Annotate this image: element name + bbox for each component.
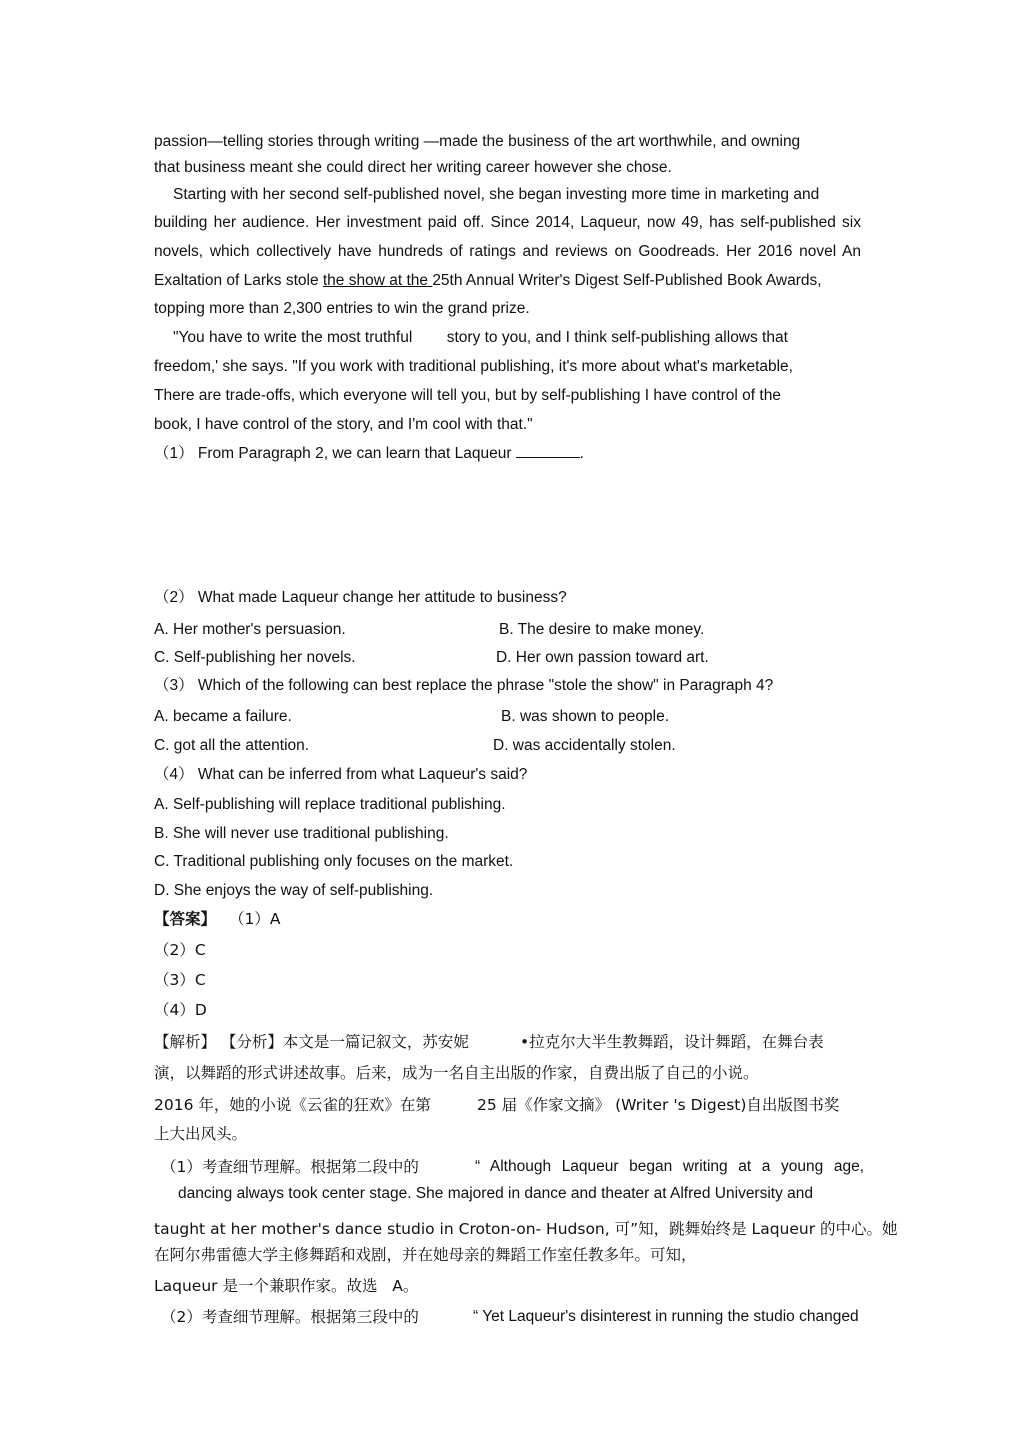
passage-line: book, I have control of the story, and I'm cool with that." (154, 416, 533, 433)
question-text: （1） From Paragraph 2, we can learn that Laqueur (154, 445, 512, 462)
question-1 (154, 443, 584, 464)
analysis-line: 【解析】 【分析】本文是一篇记叙文，苏安妮 (154, 1033, 469, 1051)
option-d: D. Her own passion toward art. (496, 649, 709, 666)
option-d: D. She enjoys the way of self-publishing. (154, 882, 434, 899)
analysis-line: “ Yet Laqueur's disinterest in running the studio changed (473, 1308, 859, 1325)
passage-line: topping more than 2,300 entries to win the grand prize. (154, 300, 530, 317)
option-c: C. Self-publishing her novels. (154, 649, 356, 666)
passage-line: freedom,' she says. "If you work with traditional publishing, it's more about what's marketable, (154, 358, 793, 375)
analysis-line: dancing always took center stage. She majored in dance and theater at Alfred University and (178, 1185, 814, 1202)
answer-1: （1）A (228, 910, 281, 928)
analysis-line: 上大出风头。 (154, 1125, 248, 1143)
answer-4: （4）D (154, 1001, 207, 1019)
analysis-line: taught at her mother's dance studio in Croton-on- Hudson, 可”知，跳舞始终是 Laqueur 的中心。她 (154, 1220, 898, 1238)
passage-line: that business meant she could direct her writing career however she chose. (154, 159, 672, 176)
option-b: B. was shown to people. (501, 708, 670, 725)
option-a: A. Her mother's persuasion. (154, 621, 346, 638)
answer-3: （3）C (154, 971, 206, 989)
passage-line (154, 271, 822, 291)
answers-label: 【答案】 (154, 910, 217, 928)
option-d: D. was accidentally stolen. (493, 737, 676, 754)
analysis-line: 演，以舞蹈的形式讲述故事。后来，成为一名自主出版的作家，自费出版了自己的小说。 (154, 1064, 759, 1082)
option-a: A. Self-publishing will replace traditional publishing. (154, 796, 506, 813)
question-end: . (579, 445, 584, 462)
analysis-line: 2016 年，她的小说《云雀的狂欢》在第 (154, 1096, 431, 1114)
option-c: C. Traditional publishing only focuses on the market. (154, 853, 514, 870)
analysis-line: （1）考查细节理解。根据第二段中的 (161, 1158, 419, 1176)
question-3: （3） Which of the following can best replace the phrase "stole the show" in Paragraph 4? (154, 677, 774, 694)
passage-text: Exaltation of Larks stole (154, 272, 323, 289)
underlined-phrase: the show at the (322, 272, 433, 289)
answer-2: （2）C (154, 941, 206, 959)
answers-line (154, 909, 280, 929)
analysis-line: 在阿尔弗雷德大学主修舞蹈和戏剧，并在她母亲的舞蹈工作室任教多年。可知， (154, 1246, 697, 1264)
analysis-line: 25 届《作家文摘》 (Writer 's Digest)自出版图书奖 (477, 1096, 840, 1114)
question-4: （4） What can be inferred from what Laqueur's said? (154, 766, 528, 783)
passage-line: building her audience. Her investment paid off. Since 2014, Laqueur, now 49, has self-published six (154, 214, 861, 231)
option-a: A. became a failure. (154, 708, 292, 725)
passage-line: Starting with her second self-published novel, she began investing more time in marketing and (173, 186, 820, 203)
passage-line: novels, which collectively have hundreds of ratings and reviews on Goodreads. Her 2016 novel An (154, 243, 861, 260)
answer-blank (516, 443, 580, 458)
option-c: C. got all the attention. (154, 737, 310, 754)
analysis-line: “ Although Laqueur began writing at a young age, (475, 1158, 864, 1175)
question-2: （2） What made Laqueur change her attitude to business? (154, 589, 567, 606)
passage-line: There are trade-offs, which everyone will tell you, but by self-publishing I have control of the (154, 387, 781, 404)
option-b: B. The desire to make money. (499, 621, 705, 638)
passage-line: "You have to write the most truthful story to you, and I think self-publishing allows that (173, 329, 788, 346)
passage-text: 25th Annual Writer's Digest Self-Published Book Awards, (432, 272, 822, 289)
analysis-line: •拉克尔大半生教舞蹈，设计舞蹈，在舞台表 (520, 1033, 824, 1051)
analysis-line: Laqueur 是一个兼职作家。故选 A。 (154, 1277, 419, 1295)
passage-line: passion—telling stories through writing —made the business of the art worthwhile, and owning (154, 133, 801, 150)
option-b: B. She will never use traditional publishing. (154, 825, 449, 842)
analysis-line: （2）考查细节理解。根据第三段中的 (161, 1308, 419, 1326)
